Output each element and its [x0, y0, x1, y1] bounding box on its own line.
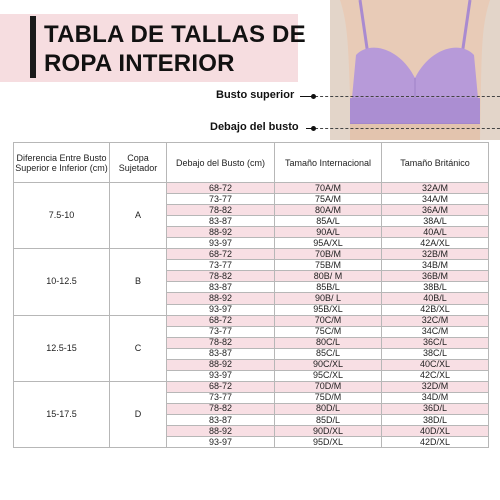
international-size-cell: 90D/XL [275, 426, 382, 437]
underbust-cell: 68-72 [167, 381, 275, 392]
underbust-cell: 68-72 [167, 183, 275, 194]
international-size-cell: 80A/M [275, 205, 382, 216]
british-size-cell: 38B/L [382, 282, 489, 293]
international-size-cell: 90A/L [275, 227, 382, 238]
underbust-cell: 78-82 [167, 205, 275, 216]
bra-illustration [330, 0, 500, 140]
title-accent-bar [30, 16, 36, 78]
international-size-cell: 70B/M [275, 249, 382, 260]
british-size-cell: 34B/M [382, 260, 489, 271]
british-size-cell: 42A/XL [382, 238, 489, 249]
british-size-cell: 36B/M [382, 271, 489, 282]
cup-cell: B [110, 249, 167, 315]
underbust-cell: 78-82 [167, 337, 275, 348]
header-underbust: Debajo del Busto (cm) [167, 143, 275, 183]
british-size-cell: 38D/L [382, 414, 489, 425]
british-size-cell: 40D/XL [382, 426, 489, 437]
upper-bust-label: Busto superior [216, 89, 295, 101]
british-size-cell: 32C/M [382, 315, 489, 326]
international-size-cell: 80D/L [275, 403, 382, 414]
international-size-cell: 75D/M [275, 392, 382, 403]
underbust-cell: 68-72 [167, 249, 275, 260]
international-size-cell: 90B/ L [275, 293, 382, 304]
upper-bust-line [310, 96, 500, 97]
underbust-cell: 93-97 [167, 370, 275, 381]
british-size-cell: 32D/M [382, 381, 489, 392]
international-size-cell: 95B/XL [275, 304, 382, 315]
underbust-cell: 93-97 [167, 304, 275, 315]
underbust-cell: 93-97 [167, 238, 275, 249]
under-bust-dot [311, 126, 316, 131]
table-row [14, 315, 489, 326]
international-size-cell: 70C/M [275, 315, 382, 326]
underbust-cell: 83-87 [167, 282, 275, 293]
underbust-cell: 88-92 [167, 359, 275, 370]
size-chart-body [14, 183, 489, 448]
british-size-cell: 42B/XL [382, 304, 489, 315]
underbust-cell: 83-87 [167, 414, 275, 425]
cup-cell: C [110, 315, 167, 381]
underbust-cell: 88-92 [167, 426, 275, 437]
british-size-cell: 40B/L [382, 293, 489, 304]
international-size-cell: 95A/XL [275, 238, 382, 249]
international-size-cell: 85A/L [275, 216, 382, 227]
table-row [14, 249, 489, 260]
international-size-cell: 90C/XL [275, 359, 382, 370]
size-chart-table [13, 142, 489, 448]
international-size-cell: 70D/M [275, 381, 382, 392]
british-size-cell: 34A/M [382, 194, 489, 205]
british-size-cell: 34D/M [382, 392, 489, 403]
header-cup: Copa Sujetador [110, 143, 167, 183]
underbust-cell: 73-77 [167, 194, 275, 205]
underbust-cell: 83-87 [167, 216, 275, 227]
international-size-cell: 85D/L [275, 414, 382, 425]
british-size-cell: 36A/M [382, 205, 489, 216]
title-line-1: TABLA DE TALLAS DE [44, 21, 306, 48]
underbust-cell: 88-92 [167, 293, 275, 304]
international-size-cell: 95D/XL [275, 437, 382, 448]
bra-model-photo [330, 0, 500, 140]
difference-cell: 7.5-10 [14, 183, 110, 249]
british-size-cell: 36D/L [382, 403, 489, 414]
british-size-cell: 36C/L [382, 337, 489, 348]
international-size-cell: 75A/M [275, 194, 382, 205]
british-size-cell: 42D/XL [382, 437, 489, 448]
british-size-cell: 40A/L [382, 227, 489, 238]
international-size-cell: 80C/L [275, 337, 382, 348]
underbust-cell: 78-82 [167, 271, 275, 282]
underbust-cell: 73-77 [167, 392, 275, 403]
header-difference: Diferencia Entre Busto Superior e Inferior (cm) [14, 143, 110, 183]
underbust-cell: 73-77 [167, 260, 275, 271]
upper-bust-dot [311, 94, 316, 99]
international-size-cell: 85B/L [275, 282, 382, 293]
header-british: Tamaño Británico [382, 143, 489, 183]
british-size-cell: 38C/L [382, 348, 489, 359]
table-header-row [14, 143, 489, 183]
under-bust-label: Debajo del busto [210, 121, 299, 133]
page-title [44, 20, 306, 78]
underbust-cell: 78-82 [167, 403, 275, 414]
table-row [14, 183, 489, 194]
british-size-cell: 32A/M [382, 183, 489, 194]
under-bust-line [310, 128, 500, 129]
underbust-cell: 68-72 [167, 315, 275, 326]
underbust-cell: 88-92 [167, 227, 275, 238]
international-size-cell: 85C/L [275, 348, 382, 359]
international-size-cell: 95C/XL [275, 370, 382, 381]
british-size-cell: 32B/M [382, 249, 489, 260]
title-line-2: ROPA INTERIOR [44, 50, 235, 77]
cup-cell: D [110, 381, 167, 447]
underbust-cell: 73-77 [167, 326, 275, 337]
british-size-cell: 42C/XL [382, 370, 489, 381]
underbust-cell: 93-97 [167, 437, 275, 448]
table-row [14, 381, 489, 392]
international-size-cell: 80B/ M [275, 271, 382, 282]
british-size-cell: 38A/L [382, 216, 489, 227]
header-international: Tamaño Internacional [275, 143, 382, 183]
international-size-cell: 75C/M [275, 326, 382, 337]
british-size-cell: 34C/M [382, 326, 489, 337]
difference-cell: 15-17.5 [14, 381, 110, 447]
difference-cell: 10-12.5 [14, 249, 110, 315]
international-size-cell: 70A/M [275, 183, 382, 194]
difference-cell: 12.5-15 [14, 315, 110, 381]
international-size-cell: 75B/M [275, 260, 382, 271]
cup-cell: A [110, 183, 167, 249]
british-size-cell: 40C/XL [382, 359, 489, 370]
underbust-cell: 83-87 [167, 348, 275, 359]
